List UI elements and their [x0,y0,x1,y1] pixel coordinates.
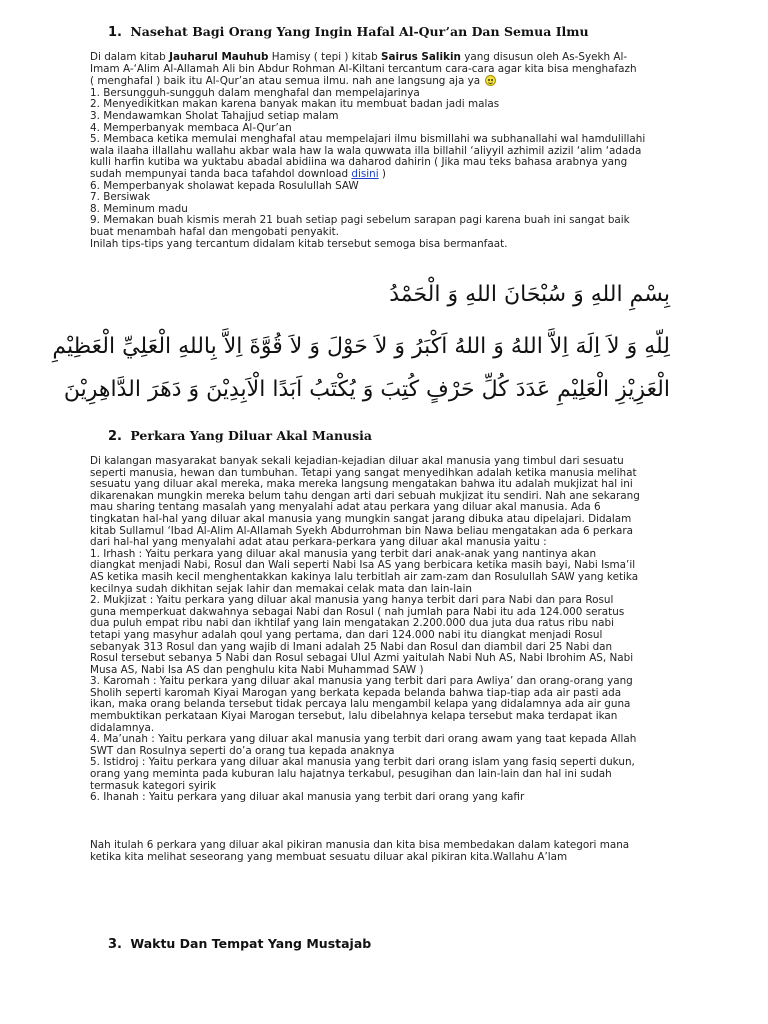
body-line: tetapi yang masyhur adalah qoul yang pertama, dan dari 124.000 nabi itu diangkat menjadi Rosul [90,628,603,641]
list-item-continuation: wala ilaaha illallahu wallahu akbar wala haw la wala quwwata illa billahil ‘aliyyil azhimil azizil ‘alim ‘adada [90,144,642,157]
body-line: 6. Ihanah : Yaitu perkara yang diluar akal manusia yang terbit dari orang yang kafir [90,791,525,804]
body-line: Di kalangan masyarakat banyak sekali kejadian-kejadian diluar akal manusia yang timbul dari sesuatu [90,455,624,467]
body-line: guna memperkuat dakwahnya sebagai Nabi dan Rosul ( nah jumlah para Nabi itu ada 124.000 seratus [90,605,625,618]
section-3-number: 3. [108,937,122,952]
body-line: seperti manusia, hewan dan tumbuhan. Tetapi yang sangat menyedihkan adalah ketika manusia melihat [90,466,637,479]
body-line: 3. Karomah : Yaitu perkara yang diluar akal manusia yang terbit dari para Awliya’ dan orang-orang yang [90,675,633,688]
section-2-heading [108,428,372,444]
section-1-title: Nasehat Bagi Orang Yang Ingin Hafal Al-Qur’an Dan Semua Ilmu [130,24,589,39]
body-line: membuktikan perkataan Kiyai Marogan tersebut, lalu dibelahnya kelapa tersebut maka terdapat ikan [90,710,618,723]
body-line: 4. Ma’unah : Yaitu perkara yang diluar akal manusia yang terbit dari orang awam yang taat kepada Allah [90,733,637,746]
section-1-body [90,52,700,250]
body-line: 5. Istidroj : Yaitu perkara yang diluar akal manusia yang terbit dari orang islam yang fasiq seperti dukun, [90,756,635,769]
smiley-emoticon-icon [485,75,496,86]
body-line: kecilnya sudah dikhitan sejak lahir dan memakai celak mata dan lain-lain [90,582,472,595]
intro-line-2: Imam A-‘Alim Al-Allamah Ali bin Abdur Rohman Al-Kiltani tercantum cara-cara agar kita bisa menghafazh [90,62,637,75]
section-2-closing [90,840,700,863]
section-1-closing: Inilah tips-tips yang tercantum didalam kitab tersebut semoga bisa bermanfaat. [90,237,508,250]
list-item: 8. Meminum madu [90,202,188,215]
list-item: 7. Bersiwak [90,191,151,204]
list-item: 2. Menyedikitkan makan karena banyak makan itu membuat badan jadi malas [90,98,500,111]
arabic-line-2: لِلّهِ وَ لاَ اِلَهَ اِلاَّ اللهُ وَ اللهُ اَكْبَرُ وَ لاَ حَوْلَ وَ لاَ قُوَّةَ اِلاَّ بِاللهِ الْعَلِيِّ الْعَظِيْمِ [52,334,670,359]
body-line: dikarenakan mungkin mereka belum tahu dengan arti dari sebuah mukjizat itu sendiri. Nah ane sekarang [90,489,640,502]
arabic-line-3: الْعَزِيْزِ الْعَلِيْمِ عَدَدَ كُلِّ حَرْفٍ كُتِبَ وَ يُكْتَبُ اَبَدًا الْاَبِدِيْنَ وَ دَهَرَ الدَّاهِرِيْنَ [63,377,670,402]
section-1-number: 1. [108,25,122,40]
section-2-title: Perkara Yang Diluar Akal Manusia [130,428,373,443]
section-2-body [90,456,700,804]
body-line: AS ketika masih kecil menghentakkan kakinya lalu terbitlah air zam-zam dan Rosulullah SAW yang ketika [90,570,639,583]
list-item: 5. Membaca ketika memulai menghafal atau mempelajari ilmu bismillahi wa subhanallahi wal hamdulillahi [90,133,646,146]
intro-line-1: Di dalam kitab Jauharul Mauhub Hamisy ( tepi ) kitab Sairus Salikin yang disusun oleh As-Syekh Al- [90,51,628,63]
list-item: 3. Mendawamkan Sholat Tahajjud setiap malam [90,109,339,122]
section-1-heading [108,24,589,40]
list-item-continuation: buat menambah hafal dan mengobati penyakit. [90,225,340,238]
arabic-line-1: بِسْمِ اللهِ وَ سُبْحَانَ اللهِ وَ الْحَمْدُ [389,282,670,307]
section-3-title: Waktu Dan Tempat Yang Mustajab [130,936,372,951]
body-line: kitab Sullamul ‘Ibad Al-Alim Al-Allamah Syekh Abdurrohman bin Nawa beliau mengatakan ada 6 perkara [90,524,633,537]
body-line: ikan, maka orang belanda tersebut tidak percaya lalu mengambil kelapa yang didalamnya ada air guna [90,698,631,711]
body-line: termasuk kategori syirik [90,779,217,792]
body-line: dua puluh empat ribu nabi dan ikhtilaf yang lain mengatakan 2.200.000 dua juta dua ratus ribu nabi [90,617,614,630]
body-line: Sholih seperti karomah Kiyai Marogan yang berkata kepada belanda bahwa tiap-tiap ada air pasti ada [90,686,622,699]
body-line: dari hal-hal yang menyalahi adat atau perkara-perkara yang diluar akal manusia yaitu : [90,536,547,549]
body-line: Musa AS, Nabi Isa AS dan penghulu kita Nabi Muhammad SAW ) [90,663,424,676]
book-title-jauharul: Jauharul Mauhub [169,51,269,63]
list-item: 6. Memperbanyak sholawat kepada Rosulullah SAW [90,179,359,192]
body-line: SWT dan Rosulnya seperti do’a orang tua kepada anaknya [90,744,395,757]
body-line: sebanyak 313 Rosul dan yang wajib di Imani adalah 25 Nabi dan Rosul dan diambil dari 25 Nabi dan [90,640,613,653]
body-line: 1. Irhash : Yaitu perkara yang diluar akal manusia yang terbit dari anak-anak yang nantinya akan [90,547,597,560]
closing-line: Nah itulah 6 perkara yang diluar akal pikiran manusia dan kita bisa membedakan dalam kategori mana [90,839,630,851]
section-2-number: 2. [108,429,122,444]
body-line: Rosul tersebut sebanya 5 Nabi dan Rosul sebagai Ulul Azmi yaitulah Nabi Nuh AS, Nabi Ibrohim AS, Nabi [90,652,634,665]
list-item: 4. Memperbanyak membaca Al-Qur’an [90,121,292,134]
closing-line: ketika kita melihat seseorang yang membuat sesuatu diluar akal pikiran kita.Wallahu A’lam [90,850,568,863]
list-item: 1. Bersungguh-sungguh dalam menghafal dan mempelajarinya [90,86,420,99]
book-title-sairus: Sairus Salikin [381,51,461,63]
list-item: 9. Memakan buah kismis merah 21 buah setiap pagi sebelum sarapan pagi karena buah ini sangat baik [90,214,630,227]
download-link[interactable]: disini [351,167,379,180]
section-3-heading [108,936,371,952]
body-line: tingkatan hal-hal yang diluar akal manusia yang mungkin sangat jarang dibuka atau dipelajari. Didalam [90,512,632,525]
body-line: diangkat menjadi Nabi, Rosul dan Wali seperti Nabi Isa AS yang berbicara ketika masih bayi, Nabi Isma’il [90,559,636,572]
intro-line-3: ( menghafal ) baik itu Al-Qur’an atau semua ilmu. nah ane langsung aja ya [90,75,700,88]
body-line: orang yang meminta pada kuburan lalu hajatnya terkabul, pesugihan dan lain-lain dan hal ini sudah [90,768,612,781]
list-item-continuation: kulli harfin kutiba wa yuktabu abadal abidiina wa daharod dahirin ( Jika mau teks bahasa arabnya yang [90,156,628,169]
body-line: mau sharing tentang masalah yang menyalahi adat atau perkara yang diluar akal manusia. Ada 6 [90,501,601,514]
list-item-continuation: sudah mempunyai tanda baca tafahdol download disini ) [90,167,386,180]
body-line: didalamnya. [90,721,155,734]
body-line: 2. Mukjizat : Yaitu perkara yang diluar akal manusia yang hanya terbit dari para Nabi dan para Rosul [90,594,614,607]
body-line: sesuatu yang diluar akal mereka, maka mereka langsung mengatakan bahwa itu adalah mukjizat hal ini [90,478,633,491]
